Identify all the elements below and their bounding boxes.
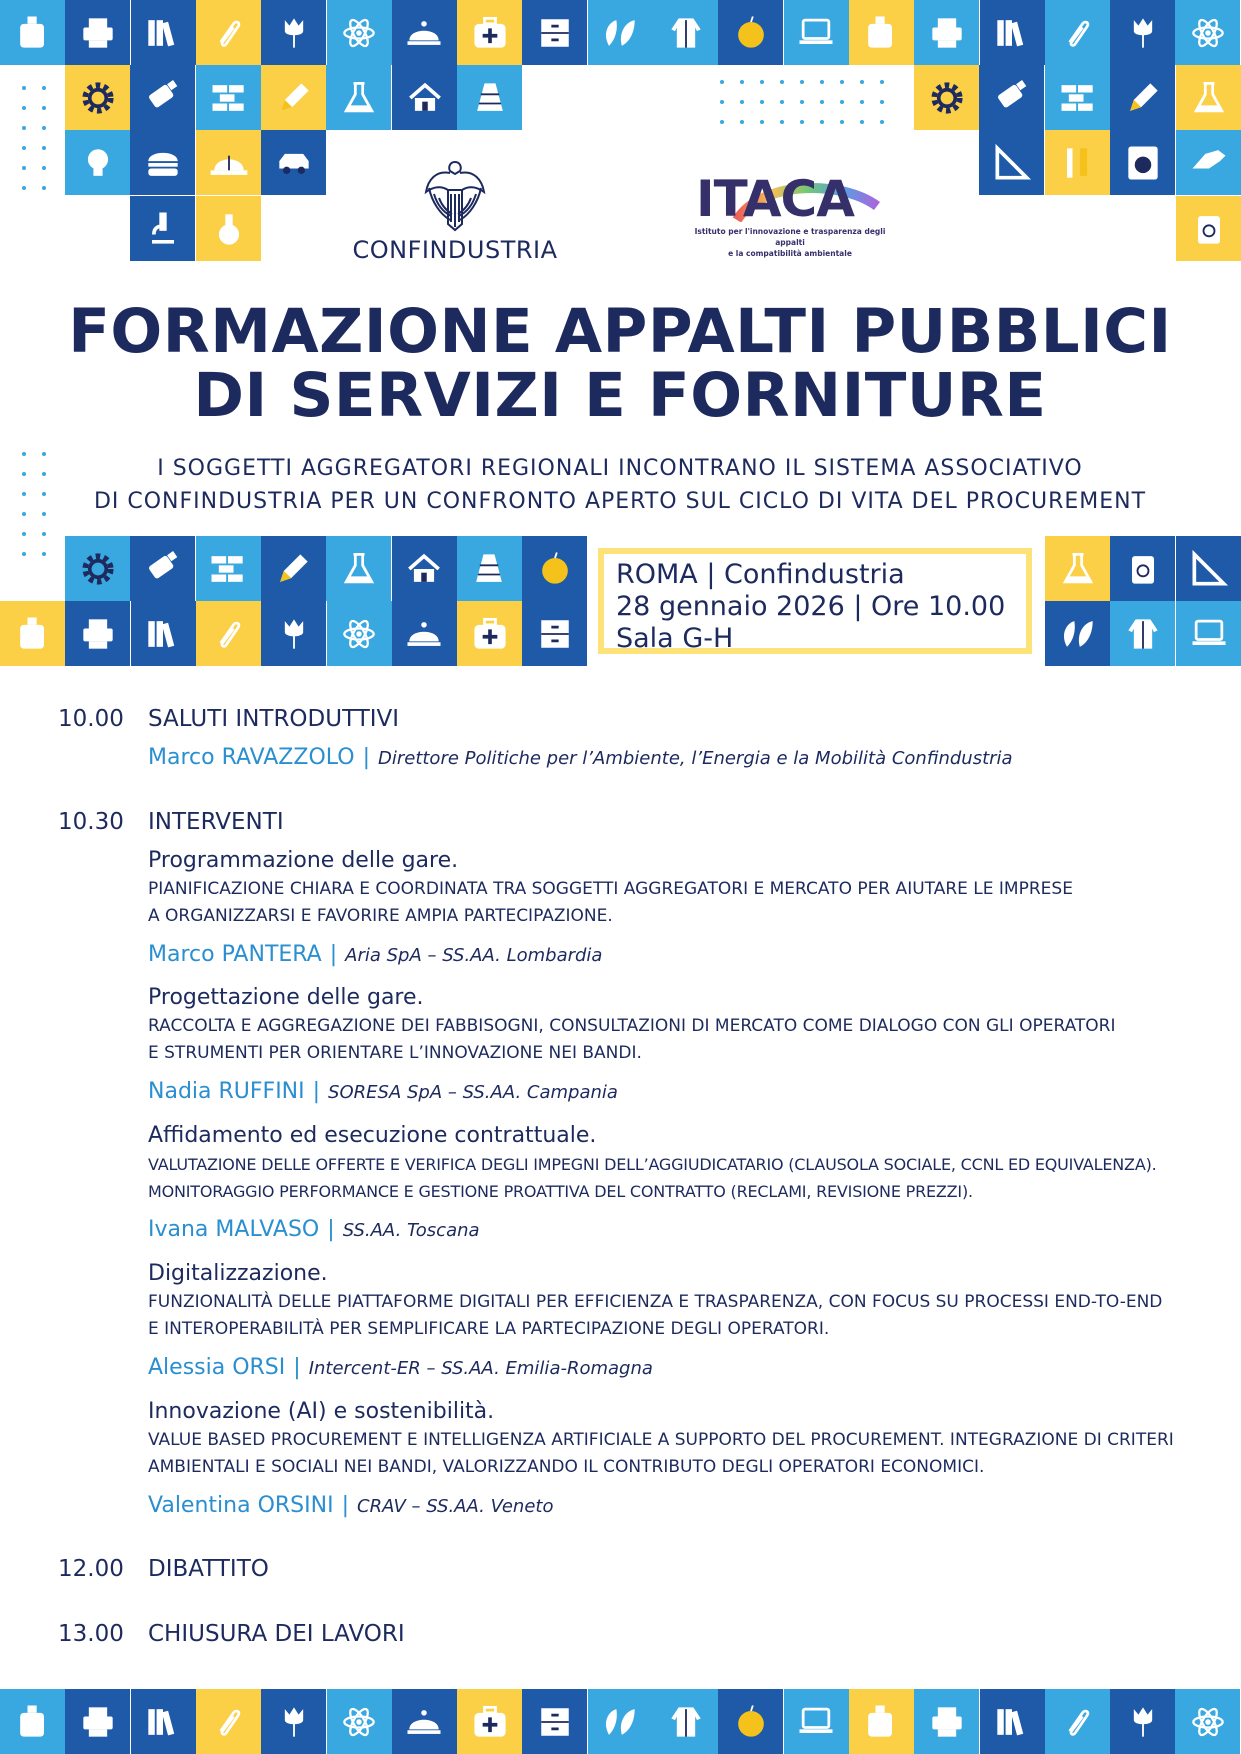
brush-icon: [1045, 130, 1110, 195]
coat-icon: [653, 1689, 718, 1754]
bricks-icon: [1045, 65, 1110, 130]
bricks-icon: [196, 65, 261, 130]
topic-description: FUNZIONALITÀ DELLE PIATTAFORME DIGITALI PER EFFICIENZA E TRASPARENZA, CON FOCUS SU PROCESSI END-TO-END E INTEROPERABILITÀ PER SEMPLIFICARE LA PARTECIPAZIONE DEGLI OPERATORI.: [148, 1292, 1163, 1339]
page-title: [40, 296, 1200, 431]
tank-icon: [0, 0, 65, 65]
pencil-icon: [261, 536, 326, 601]
itaca-tagline-line1: Istituto per l'innovazione e trasparenza degli appalti: [694, 227, 886, 247]
tulip-icon: [261, 0, 326, 65]
washer-icon: [1110, 130, 1175, 195]
clip-icon: [196, 0, 261, 65]
printer-icon: [914, 0, 979, 65]
eagle-emblem-icon: [420, 158, 490, 232]
laptop-icon: [1176, 601, 1241, 666]
gear-icon: [65, 65, 130, 130]
speaker-line: [148, 745, 1013, 770]
printer-icon: [65, 1689, 130, 1754]
gear-icon: [914, 65, 979, 130]
house-icon: [392, 536, 457, 601]
recycle-icon: [1110, 536, 1175, 601]
topic-title: Affidamento ed esecuzione contrattuale.: [148, 1123, 597, 1148]
tulip-icon: [261, 1689, 326, 1754]
clip-icon: [1045, 0, 1110, 65]
leaves-icon: [588, 1689, 653, 1754]
agenda-heading-opening: SALUTI INTRODUTTIVI: [148, 706, 400, 732]
speaker-role: CRAV – SS.AA. Veneto: [357, 1496, 554, 1517]
ruler-icon: [1176, 536, 1241, 601]
topic-description: VALUTAZIONE DELLE OFFERTE E VERIFICA DEGLI IMPEGNI DELL’AGGIUDICATARIO (CLAUSOLA SOCIALE, CCNL ED EQUIVALENZA). MONITORAGGIO PERFORMANCE E GESTIONE PROATTIVA DEL CONTRATTO (RECLAMI, REVISIONE PREZZI).: [148, 1155, 1157, 1201]
agenda-time: 10.30: [58, 809, 124, 835]
confindustria-wordmark: CONFINDUSTRIA: [352, 236, 558, 264]
topic-description: RACCOLTA E AGGREGAZIONE DEI FABBISOGNI, CONSULTAZIONI DI MERCATO COME DIALOGO CON GLI OPERATORI E STRUMENTI PER ORIENTARE L’INNOVAZIONE NEI BANDI.: [148, 1016, 1116, 1063]
topic-title: Progettazione delle gare.: [148, 985, 424, 1010]
atom-icon: [327, 0, 392, 65]
tank-icon: [0, 1689, 65, 1754]
speaker-line: [148, 1355, 653, 1380]
coat-icon: [1110, 601, 1175, 666]
subtitle-line-1: I SOGGETTI AGGREGATORI REGIONALI INCONTRANO IL SISTEMA ASSOCIATIVO: [157, 456, 1083, 481]
speaker-role: SORESA SpA – SS.AA. Campania: [328, 1082, 618, 1103]
speaker-role: Direttore Politiche per l’Ambiente, l’Energia e la Mobilità Confindustria: [377, 748, 1013, 769]
books-icon: [980, 0, 1045, 65]
speaker-line: [148, 942, 602, 967]
atom-icon: [327, 1689, 392, 1754]
itaca-tagline: [690, 226, 890, 259]
title-line-1: FORMAZIONE APPALTI PUBBLICI: [68, 296, 1172, 367]
drawers-icon: [522, 1689, 587, 1754]
topic-title: Innovazione (AI) e sostenibilità.: [148, 1399, 495, 1424]
leaves-icon: [588, 0, 653, 65]
page-subtitle: [40, 452, 1200, 518]
cloche-icon: [392, 601, 457, 666]
agenda-time: 10.00: [58, 706, 124, 732]
event-info-box: [598, 548, 1032, 654]
bulb-icon: [65, 130, 130, 195]
books-icon: [131, 1689, 196, 1754]
speaker-name: Alessia ORSI: [148, 1355, 286, 1380]
speaker-line: [148, 1079, 618, 1104]
speaker-separator: |: [362, 745, 370, 770]
tulip-icon: [1110, 1689, 1175, 1754]
agenda-heading-debate: DIBATTITO: [148, 1556, 269, 1582]
cone-icon: [457, 65, 522, 130]
apple-icon: [522, 536, 587, 601]
leaves-icon: [1045, 601, 1110, 666]
cloche-icon: [392, 0, 457, 65]
subtitle-line-2: DI CONFINDUSTRIA PER UN CONFRONTO APERTO SUL CICLO DI VITA DEL PROCUREMENT: [93, 489, 1147, 514]
title-line-2: DI SERVIZI E FORNITURE: [193, 360, 1047, 431]
agenda-heading-closing: CHIUSURA DEI LAVORI: [148, 1621, 405, 1647]
coat-icon: [653, 0, 718, 65]
ruler-icon: [979, 130, 1044, 195]
speaker-separator: |: [329, 942, 338, 967]
drawers-icon: [522, 0, 587, 65]
atom-icon: [327, 601, 392, 666]
tulip-icon: [1110, 0, 1175, 65]
house-icon: [392, 65, 457, 130]
speaker-name: Marco PANTERA: [148, 942, 322, 967]
printer-icon: [65, 601, 130, 666]
cloche-icon: [392, 1689, 457, 1754]
printer-icon: [914, 1689, 979, 1754]
usb-icon: [130, 65, 195, 130]
speaker-name: Ivana MALVASO: [148, 1217, 320, 1242]
topic-title: Digitalizzazione.: [148, 1261, 328, 1286]
laptop-icon: [784, 1689, 849, 1754]
books-icon: [131, 601, 196, 666]
gloves-icon: [1176, 130, 1241, 195]
confindustria-logo: [345, 158, 565, 266]
gear-icon: [65, 536, 130, 601]
agenda-time: 12.00: [58, 1556, 124, 1582]
flask-icon: [326, 536, 391, 601]
itaca-wordmark: ITACA: [696, 170, 854, 228]
speaker-line: [148, 1217, 480, 1242]
clip-icon: [196, 1689, 261, 1754]
speaker-separator: |: [293, 1355, 301, 1380]
tank-icon: [0, 601, 65, 666]
event-location: ROMA | Confindustria: [616, 559, 905, 590]
clip-icon: [1045, 1689, 1110, 1754]
topic-title: Programmazione delle gare.: [148, 848, 459, 873]
burger-icon: [130, 130, 195, 195]
speaker-separator: |: [341, 1493, 349, 1518]
laptop-icon: [784, 0, 849, 65]
pencil-icon: [1110, 65, 1175, 130]
flask-icon: [1176, 65, 1241, 130]
printer-icon: [65, 0, 130, 65]
event-date-time: 28 gennaio 2026 | Ore 10.00: [616, 591, 1006, 622]
speaker-name: Nadia RUFFINI: [148, 1079, 305, 1104]
apple-icon: [718, 0, 783, 65]
itaca-tagline-line2: e la compatibilità ambientale: [728, 249, 852, 258]
bricks-icon: [196, 536, 261, 601]
kit-icon: [457, 0, 522, 65]
speaker-line: [148, 1493, 553, 1518]
speaker-name: Valentina ORSINI: [148, 1493, 334, 1518]
drawers-icon: [522, 601, 587, 666]
car-icon: [261, 130, 326, 195]
books-icon: [980, 1689, 1045, 1754]
cone-icon: [457, 536, 522, 601]
clip-icon: [196, 601, 261, 666]
bottle-icon: [196, 196, 261, 261]
microscope-icon: [130, 196, 195, 261]
kit-icon: [457, 601, 522, 666]
recycle-icon: [1176, 196, 1241, 261]
agenda-heading-interventions: INTERVENTI: [148, 809, 284, 835]
speaker-role: Intercent-ER – SS.AA. Emilia-Romagna: [308, 1358, 653, 1379]
speaker-role: Aria SpA – SS.AA. Lombardia: [345, 945, 603, 966]
topic-description: PIANIFICAZIONE CHIARA E COORDINATA TRA SOGGETTI AGGREGATORI E MERCATO PER AIUTARE LE IMPRESE A ORGANIZZARSI E FAVORIRE AMPIA PARTECIPAZIONE.: [148, 879, 1073, 926]
books-icon: [131, 0, 196, 65]
speaker-role: SS.AA. Toscana: [342, 1220, 480, 1241]
speaker-separator: |: [312, 1079, 321, 1104]
tank-icon: [849, 1689, 914, 1754]
event-room: Sala G-H: [616, 623, 734, 654]
apple-icon: [718, 1689, 783, 1754]
kit-icon: [457, 1689, 522, 1754]
flask-icon: [1045, 536, 1110, 601]
atom-icon: [1175, 1689, 1240, 1754]
helmet-icon: [196, 130, 261, 195]
usb-icon: [979, 65, 1044, 130]
atom-icon: [1175, 0, 1240, 65]
itaca-logo: [690, 170, 900, 258]
tulip-icon: [261, 601, 326, 666]
speaker-name: Marco RAVAZZOLO: [148, 745, 355, 770]
usb-icon: [130, 536, 195, 601]
speaker-separator: |: [327, 1217, 335, 1242]
topic-description: VALUE BASED PROCUREMENT E INTELLIGENZA ARTIFICIALE A SUPPORTO DEL PROCUREMENT. INTEGRAZIONE DI CRITERI AMBIENTALI E SOCIALI NEI BANDI, VALORIZZANDO IL CONTRIBUTO DEGLI OPERATORI ECONOMICI.: [148, 1430, 1174, 1477]
pencil-icon: [261, 65, 326, 130]
agenda-time: 13.00: [58, 1621, 124, 1647]
tank-icon: [849, 0, 914, 65]
flask-icon: [326, 65, 391, 130]
